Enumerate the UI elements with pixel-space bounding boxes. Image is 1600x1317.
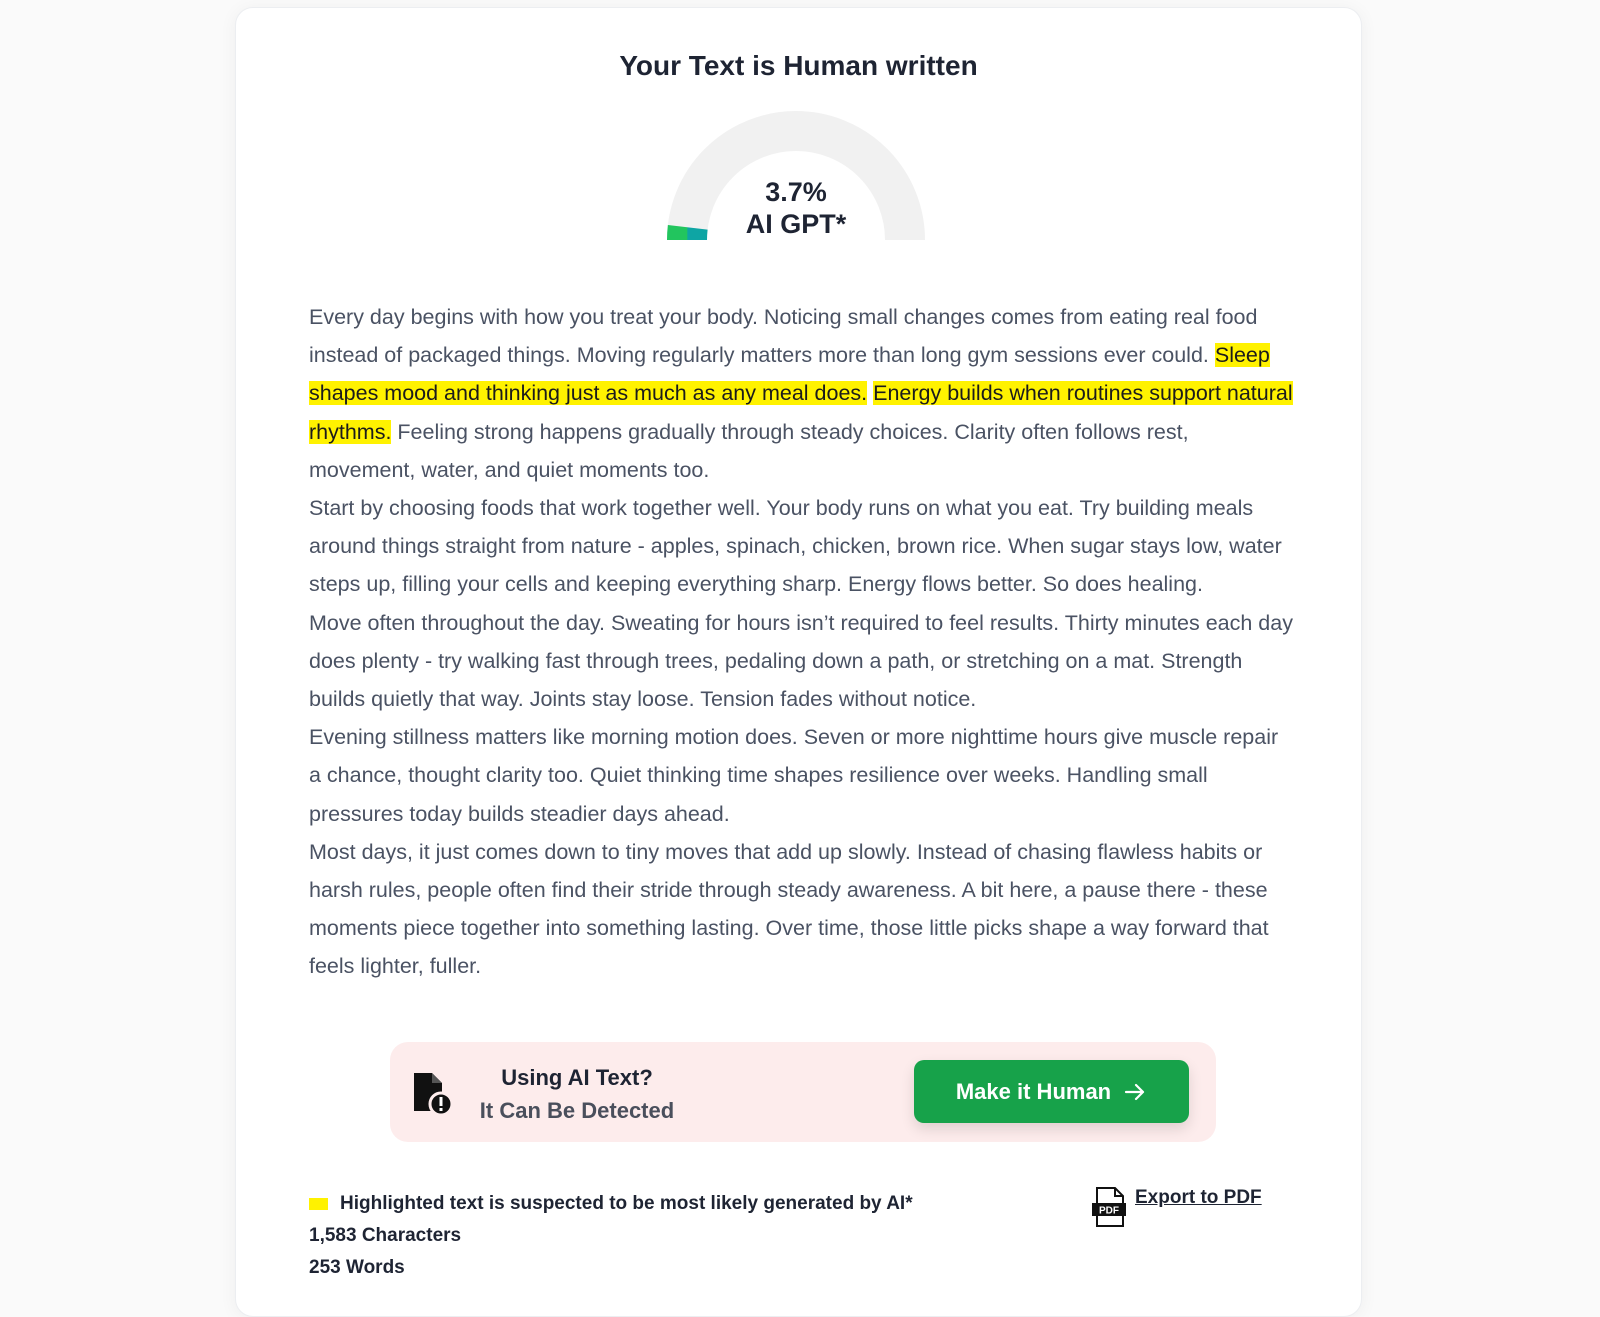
make-it-human-label: Make it Human [955,1078,1112,1104]
text-segment: Feeling strong happens gradually through steady choices. Clarity often follows rest, movement, water, and quiet moments too. [309,419,1189,482]
svg-text:PDF: PDF [1099,1205,1119,1217]
highlight-swatch [309,1198,328,1210]
ai-score-gauge [662,106,930,246]
result-card [235,7,1362,1317]
word-count: 253 Words [309,1257,405,1278]
text-segment: Move often throughout the day. Sweating for hours isn’t required to feel results. Thirty minutes each day does plenty - try walking fast through trees, pedaling down a path, or stretching on a mat. Strength builds quietly that way. Joints stay loose. Tension fades without notice. [309,610,1293,712]
document-alert-icon [410,1071,454,1115]
text-paragraph [309,604,1294,719]
ai-highlighted-sentence: Sleep shapes mood and thinking just as much as any meal does. [309,343,1270,406]
text-segment: Evening stillness matters like morning motion does. Seven or more nighttime hours give muscle repair a chance, thought clarity too. Quiet thinking time shapes resilience over weeks. Handling small pressures today builds steadier days ahead. [309,725,1279,826]
legend-text: Highlighted text is suspected to be most likely generated by AI* [340,1193,913,1214]
highlight-legend [309,1188,913,1220]
gauge-readout [662,176,930,240]
analyzed-text [309,298,1294,986]
ai-label: AI GPT* [745,209,847,239]
make-it-human-button[interactable] [914,1060,1189,1123]
text-paragraph [309,489,1294,604]
text-paragraph [309,833,1294,986]
humanize-banner [390,1042,1216,1142]
banner-text [472,1062,682,1128]
result-footer [309,1188,913,1284]
text-paragraph [309,718,1294,833]
pdf-icon [1091,1186,1129,1228]
arrow-right-icon [1123,1080,1147,1104]
export-pdf-link[interactable] [1091,1186,1262,1228]
text-segment: Start by choosing foods that work together well. Your body runs on what you eat. Try building meals around things straight from nature - apples, spinach, chicken, brown rice. When sugar stays low, water steps up, filling your cells and keeping everything sharp. Energy flows better. So does healing. [309,496,1282,597]
text-segment: Every day begins with how you treat your body. Noticing small changes comes from eating real food instead of packaged things. Moving regularly matters more than long gym sessions ever could. [309,305,1258,368]
result-title: Your Text is Human written [619,50,978,81]
export-pdf-label[interactable]: Export to PDF [1135,1187,1262,1208]
banner-heading: Using AI Text? [501,1065,653,1090]
banner-subheading: It Can Be Detected [479,1098,675,1123]
text-paragraph [309,298,1294,489]
text-segment: Most days, it just comes down to tiny moves that add up slowly. Instead of chasing flawless habits or harsh rules, people often find their stride through steady awareness. A bit here, a pause there - these moments piece together into something lasting. Over time, those little picks shape a way forward that feels lighter, fuller. [309,839,1269,979]
ai-highlighted-sentence: Energy builds when routines support natural rhythms. [309,381,1293,444]
ai-percent: 3.7% [765,177,827,207]
character-count: 1,583 Characters [309,1225,462,1246]
